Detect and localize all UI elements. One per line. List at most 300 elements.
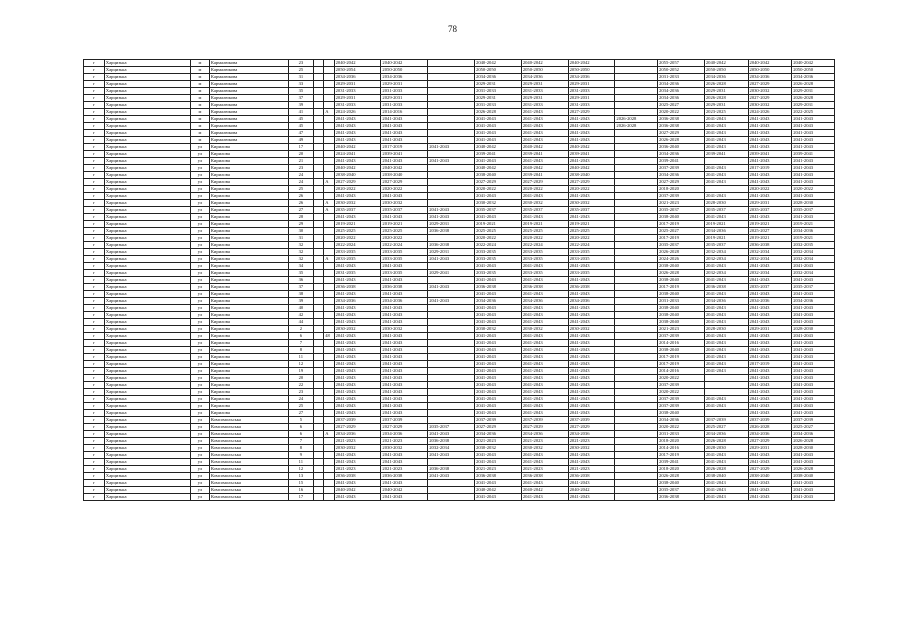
table-cell	[324, 144, 334, 151]
table-cell: 2031-2035	[334, 270, 381, 277]
table-cell: 2039-2041	[704, 151, 748, 158]
table-cell: м	[191, 102, 210, 109]
table-cell: 2030-2032	[334, 445, 381, 452]
table-cell: 2041-2043	[748, 410, 792, 417]
table-cell: 2027-2029	[658, 179, 705, 186]
table-cell	[428, 116, 475, 123]
table-cell: 2041-2043	[748, 403, 792, 410]
table-cell: Кирилова	[209, 151, 288, 158]
table-cell: 2038-2040	[658, 305, 705, 312]
table-cell: 2034-2036	[521, 298, 568, 305]
table-cell: м	[191, 74, 210, 81]
table-row	[84, 200, 835, 207]
table-cell: 2039-2041	[792, 151, 835, 158]
table-cell: 2041-2043	[704, 319, 748, 326]
table-cell: ул	[191, 410, 210, 417]
table-cell	[324, 228, 334, 235]
table-cell	[324, 319, 334, 326]
table-cell: Кирилова	[209, 312, 288, 319]
table-cell: 2025-2025	[381, 228, 428, 235]
table-cell: 2026-2028	[658, 249, 705, 256]
table-cell: Харцизька	[104, 382, 190, 389]
table-cell: 2041-2043	[792, 403, 835, 410]
table-row	[84, 382, 835, 389]
table-cell: 2050-2050	[704, 67, 748, 74]
table-cell: 2041-2043	[334, 158, 381, 165]
table-row	[84, 270, 835, 277]
table-cell: 2050-2052	[658, 67, 705, 74]
table-cell: 2041-2043	[704, 459, 748, 466]
table-cell: 2041-2043	[792, 347, 835, 354]
table-cell: 2030-2032	[381, 445, 428, 452]
table-cell: Кармалюкова	[209, 130, 288, 137]
table-cell: ул	[191, 354, 210, 361]
table-cell: Харцизька	[104, 459, 190, 466]
table-cell: Харцизька	[104, 242, 190, 249]
table-cell	[324, 60, 334, 67]
table-cell: 2041-2043	[521, 312, 568, 319]
table-row	[84, 109, 835, 116]
table-cell: 2026-2028	[704, 81, 748, 88]
table-cell	[615, 417, 658, 424]
table-cell: 2041-2043	[428, 256, 475, 263]
table-cell: 37	[288, 95, 313, 102]
table-row	[84, 396, 835, 403]
table-cell: Кармалюкова	[209, 60, 288, 67]
table-row	[84, 165, 835, 172]
table-cell: 2017-2019	[748, 165, 792, 172]
table-cell: 2041-2043	[475, 116, 522, 123]
table-cell: 2041-2043	[521, 263, 568, 270]
table-cell: 2027-2029	[475, 424, 522, 431]
table-cell: 2041-2043	[521, 137, 568, 144]
table-cell: 2026-2028	[792, 81, 835, 88]
table-cell: 2036-2038	[428, 228, 475, 235]
table-cell: 2028-2030	[792, 445, 835, 452]
table-cell: 2025-2025	[568, 228, 615, 235]
table-cell: Харцизька	[104, 144, 190, 151]
table-row	[84, 452, 835, 459]
table-cell: 2038-2040	[658, 214, 705, 221]
table-cell: Харцизька	[104, 207, 190, 214]
table-cell: Комсомольська	[209, 417, 288, 424]
table-cell	[313, 123, 323, 130]
table-cell: 2041-2043	[381, 452, 428, 459]
table-row	[84, 242, 835, 249]
table-cell: 2041-2043	[334, 291, 381, 298]
table-cell: 2050-2050	[521, 67, 568, 74]
table-cell: 2033-2035	[521, 270, 568, 277]
table-cell	[428, 81, 475, 88]
table-cell: 2041-2043	[748, 193, 792, 200]
table-cell: 2027-2029	[521, 424, 568, 431]
table-cell: 2041-2043	[792, 263, 835, 270]
table-cell	[313, 375, 323, 382]
table-cell: 2050-2050	[748, 67, 792, 74]
table-cell: Кармалюкова	[209, 109, 288, 116]
table-cell: А	[324, 207, 334, 214]
table-cell: Кирилова	[209, 186, 288, 193]
table-cell	[615, 445, 658, 452]
table-row	[84, 375, 835, 382]
table-cell: Кирилова	[209, 249, 288, 256]
table-cell: 2040-2042	[334, 144, 381, 151]
table-cell: 2027-2029	[334, 424, 381, 431]
table-cell: Кирилова	[209, 305, 288, 312]
table-cell: 2041-2043	[475, 389, 522, 396]
table-cell: 2041-2043	[521, 214, 568, 221]
table-cell	[313, 389, 323, 396]
table-cell: 2041-2043	[704, 172, 748, 179]
table-cell: 2041-2043	[521, 368, 568, 375]
table-cell: 2039-2041	[475, 151, 522, 158]
table-cell: 2055-2057	[658, 60, 705, 67]
table-cell	[313, 319, 323, 326]
table-cell: 2041-2043	[568, 347, 615, 354]
table-cell: 2041-2043	[568, 214, 615, 221]
table-cell	[313, 74, 323, 81]
table-cell: 25	[288, 186, 313, 193]
table-cell	[313, 151, 323, 158]
table-cell: 2021-2023	[381, 438, 428, 445]
table-cell: Кирилова	[209, 382, 288, 389]
table-cell	[324, 410, 334, 417]
table-cell	[313, 466, 323, 473]
table-cell: 2041-2043	[748, 116, 792, 123]
table-cell: 2041-2043	[334, 396, 381, 403]
table-cell: 2040-2042	[568, 487, 615, 494]
table-cell: 2041-2043	[521, 480, 568, 487]
table-cell: 2041-2043	[521, 410, 568, 417]
table-cell	[615, 214, 658, 221]
table-cell: ул	[191, 326, 210, 333]
table-cell	[313, 326, 323, 333]
table-cell: Кирилова	[209, 389, 288, 396]
table-cell: 2023-2025	[704, 109, 748, 116]
table-cell: 2026-2028	[792, 466, 835, 473]
table-cell: 2021-2023	[381, 466, 428, 473]
table-cell: 2041-2043	[792, 130, 835, 137]
table-cell: 2032-2034	[428, 445, 475, 452]
table-row	[84, 81, 835, 88]
table-cell: Харцизька	[104, 410, 190, 417]
table-cell: 2026-2028	[704, 466, 748, 473]
table-cell: Кармалюкова	[209, 116, 288, 123]
table-cell: 2041-2043	[521, 354, 568, 361]
table-cell: 2036-2038	[521, 284, 568, 291]
table-cell: 2017-2019	[658, 354, 705, 361]
table-cell: 2032-2034	[704, 256, 748, 263]
table-cell: 2041-2043	[521, 123, 568, 130]
table-cell	[428, 179, 475, 186]
table-cell	[704, 389, 748, 396]
table-cell: 2021-2023	[658, 326, 705, 333]
table-cell	[313, 312, 323, 319]
table-cell: 2030-2032	[381, 326, 428, 333]
table-row	[84, 214, 835, 221]
table-cell: 2041-2043	[381, 410, 428, 417]
table-cell: 2041-2043	[334, 340, 381, 347]
table-cell: 2041-2043	[475, 312, 522, 319]
table-cell: 2034-2036	[568, 74, 615, 81]
table-cell: 2041-2043	[792, 340, 835, 347]
table-row	[84, 235, 835, 242]
table-cell	[615, 151, 658, 158]
table-cell	[615, 95, 658, 102]
table-cell: 2041-2043	[792, 165, 835, 172]
table-cell: м	[191, 88, 210, 95]
table-cell	[324, 361, 334, 368]
table-cell: 2041-2043	[428, 431, 475, 438]
table-cell	[428, 319, 475, 326]
table-cell: 2040-2042	[748, 60, 792, 67]
table-cell: 2041-2043	[704, 487, 748, 494]
table-cell: 2041-2043	[792, 312, 835, 319]
table-cell: 2022-2024	[381, 242, 428, 249]
table-cell: г	[84, 333, 105, 340]
table-cell	[313, 473, 323, 480]
table-row	[84, 347, 835, 354]
table-cell	[313, 263, 323, 270]
table-cell: Харцизька	[104, 361, 190, 368]
table-cell: 2041-2043	[381, 158, 428, 165]
table-cell: ул	[191, 291, 210, 298]
table-cell	[428, 137, 475, 144]
table-cell: 2020-2022	[475, 186, 522, 193]
table-cell: м	[191, 67, 210, 74]
table-cell: 2014-2016	[658, 340, 705, 347]
table-cell: м	[191, 95, 210, 102]
table-cell: 40	[288, 305, 313, 312]
table-cell: 27	[288, 410, 313, 417]
table-cell: 2041-2043	[334, 116, 381, 123]
table-cell: 2020-2022	[748, 186, 792, 193]
table-cell: 2034-2036	[792, 431, 835, 438]
table-cell	[313, 340, 323, 347]
table-cell: 2031-2033	[658, 431, 705, 438]
table-cell: 2041-2043	[792, 480, 835, 487]
table-cell: 2041-2043	[704, 354, 748, 361]
table-cell	[615, 466, 658, 473]
table-cell: 2036-2040	[658, 144, 705, 151]
table-cell: Харцизька	[104, 438, 190, 445]
table-row	[84, 410, 835, 417]
table-cell: 2039-2041	[658, 459, 705, 466]
table-cell: 2027-2029	[748, 95, 792, 102]
table-cell: Харцизька	[104, 466, 190, 473]
table-cell: 2041-2043	[792, 158, 835, 165]
table-cell	[428, 410, 475, 417]
table-cell: г	[84, 130, 105, 137]
table-cell	[615, 207, 658, 214]
table-cell: 2031-2033	[521, 88, 568, 95]
table-cell: 2041-2043	[381, 333, 428, 340]
table-cell: 2041-2043	[748, 389, 792, 396]
table-cell: Харцизька	[104, 81, 190, 88]
table-cell	[324, 382, 334, 389]
table-cell: 2038-2040	[658, 291, 705, 298]
table-cell: 2041-2043	[704, 179, 748, 186]
table-cell: 17	[288, 494, 313, 501]
table-cell: ул	[191, 487, 210, 494]
table-cell	[324, 116, 334, 123]
table-cell	[313, 459, 323, 466]
table-cell	[324, 473, 334, 480]
table-cell: 2040-2042	[334, 60, 381, 67]
table-cell: 2029-2031	[428, 249, 475, 256]
table-cell	[428, 347, 475, 354]
table-cell: Комсомольська	[209, 431, 288, 438]
table-cell: 2041-2043	[381, 389, 428, 396]
table-cell: 2032-2034	[792, 256, 835, 263]
table-cell: 2038-2040	[792, 473, 835, 480]
table-cell: 2041-2043	[475, 375, 522, 382]
table-cell: 2041-2043	[568, 340, 615, 347]
table-cell	[615, 242, 658, 249]
table-cell: 2041-2043	[568, 389, 615, 396]
table-cell: 2041-2043	[568, 123, 615, 130]
table-row	[84, 172, 835, 179]
table-cell: 2019-2021	[748, 235, 792, 242]
table-cell: 2014-2016	[658, 368, 705, 375]
table-cell: 48	[324, 333, 334, 340]
table-cell: 2034-2036	[334, 431, 381, 438]
table-cell: 2041-2043	[521, 382, 568, 389]
table-cell: 2025-2027	[704, 424, 748, 431]
table-cell: ул	[191, 438, 210, 445]
table-cell: 17	[288, 144, 313, 151]
table-cell: 2041-2043	[792, 172, 835, 179]
table-cell: 37	[288, 284, 313, 291]
table-cell: 2035-2037	[334, 207, 381, 214]
table-cell: Харцизька	[104, 473, 190, 480]
table-cell: 2041-2043	[748, 382, 792, 389]
table-cell	[615, 333, 658, 340]
table-cell	[313, 417, 323, 424]
table-cell: 2029-2031	[334, 95, 381, 102]
table-cell: 2041-2043	[521, 389, 568, 396]
table-cell: г	[84, 158, 105, 165]
table-cell	[615, 74, 658, 81]
table-cell	[324, 249, 334, 256]
table-cell	[313, 242, 323, 249]
table-cell: 2027-2029	[381, 179, 428, 186]
table-cell: 2041-2043	[748, 277, 792, 284]
table-cell: А	[324, 256, 334, 263]
table-cell: 2033-2035	[475, 256, 522, 263]
table-cell: 2035-2037	[704, 207, 748, 214]
table-cell: 2030-2032	[521, 200, 568, 207]
table-cell: Кирилова	[209, 200, 288, 207]
table-cell: 2040-2042	[475, 487, 522, 494]
table-cell: 2041-2043	[381, 123, 428, 130]
table-cell: 2030-2032	[475, 445, 522, 452]
table-cell: 2037-2039	[792, 417, 835, 424]
table-cell: Кирилова	[209, 172, 288, 179]
table-cell: 2017-2019	[658, 221, 705, 228]
table-cell: 2026-2028	[748, 424, 792, 431]
table-cell: 2029-2031	[568, 95, 615, 102]
schedule-table	[83, 59, 835, 501]
table-cell: 2041-2043	[568, 459, 615, 466]
table-cell: Харцизька	[104, 214, 190, 221]
table-cell: г	[84, 277, 105, 284]
table-cell: 28	[288, 214, 313, 221]
table-cell	[615, 487, 658, 494]
table-cell	[324, 235, 334, 242]
table-cell: ул	[191, 375, 210, 382]
table-cell	[704, 382, 748, 389]
table-cell	[615, 340, 658, 347]
table-cell	[324, 137, 334, 144]
table-cell: 11	[288, 354, 313, 361]
table-cell: 2040-2042	[521, 165, 568, 172]
table-cell: 2037-2039	[334, 417, 381, 424]
table-cell: г	[84, 298, 105, 305]
table-cell: ул	[191, 305, 210, 312]
table-row	[84, 466, 835, 473]
table-cell: г	[84, 109, 105, 116]
table-cell: Харцизька	[104, 186, 190, 193]
table-cell	[615, 81, 658, 88]
table-cell: 2035-2037	[428, 424, 475, 431]
table-cell: 16	[288, 487, 313, 494]
table-cell: 2037-2039	[658, 193, 705, 200]
table-cell: 2019-2021	[334, 221, 381, 228]
table-cell: 2037-2039	[658, 403, 705, 410]
table-cell: ул	[191, 256, 210, 263]
table-row	[84, 95, 835, 102]
table-cell: 2029-2031	[704, 88, 748, 95]
table-cell: 2038-2040	[748, 473, 792, 480]
table-cell: 2041-2043	[568, 291, 615, 298]
table-cell	[615, 473, 658, 480]
table-cell: 2041-2043	[381, 375, 428, 382]
table-cell: 2041-2043	[792, 277, 835, 284]
table-cell: Харцизька	[104, 102, 190, 109]
table-cell: м	[191, 81, 210, 88]
table-cell: Кирилова	[209, 214, 288, 221]
table-cell: 2041-2043	[475, 403, 522, 410]
table-cell: 2041-2043	[475, 277, 522, 284]
table-cell: 2033-2035	[475, 270, 522, 277]
table-cell: Кирилова	[209, 361, 288, 368]
table-cell	[615, 312, 658, 319]
table-cell: 2040-2042	[381, 165, 428, 172]
table-cell: 2027-2029	[658, 130, 705, 137]
table-cell: Харцизька	[104, 263, 190, 270]
table-cell: 2041-2043	[704, 263, 748, 270]
table-cell	[313, 179, 323, 186]
table-cell	[428, 109, 475, 116]
table-cell: 2036-2038	[521, 473, 568, 480]
table-cell	[324, 389, 334, 396]
table-cell	[615, 165, 658, 172]
table-cell: 2020-2022	[521, 186, 568, 193]
table-cell	[324, 396, 334, 403]
table-cell: 2041-2043	[568, 375, 615, 382]
table-cell	[615, 130, 658, 137]
table-cell	[313, 396, 323, 403]
table-cell: 2034-2036	[658, 151, 705, 158]
table-cell: г	[84, 242, 105, 249]
table-cell	[313, 200, 323, 207]
table-cell	[615, 368, 658, 375]
table-cell: г	[84, 60, 105, 67]
table-cell	[313, 95, 323, 102]
table-cell: 2018-2020	[658, 466, 705, 473]
table-cell: 2039-2041	[748, 151, 792, 158]
